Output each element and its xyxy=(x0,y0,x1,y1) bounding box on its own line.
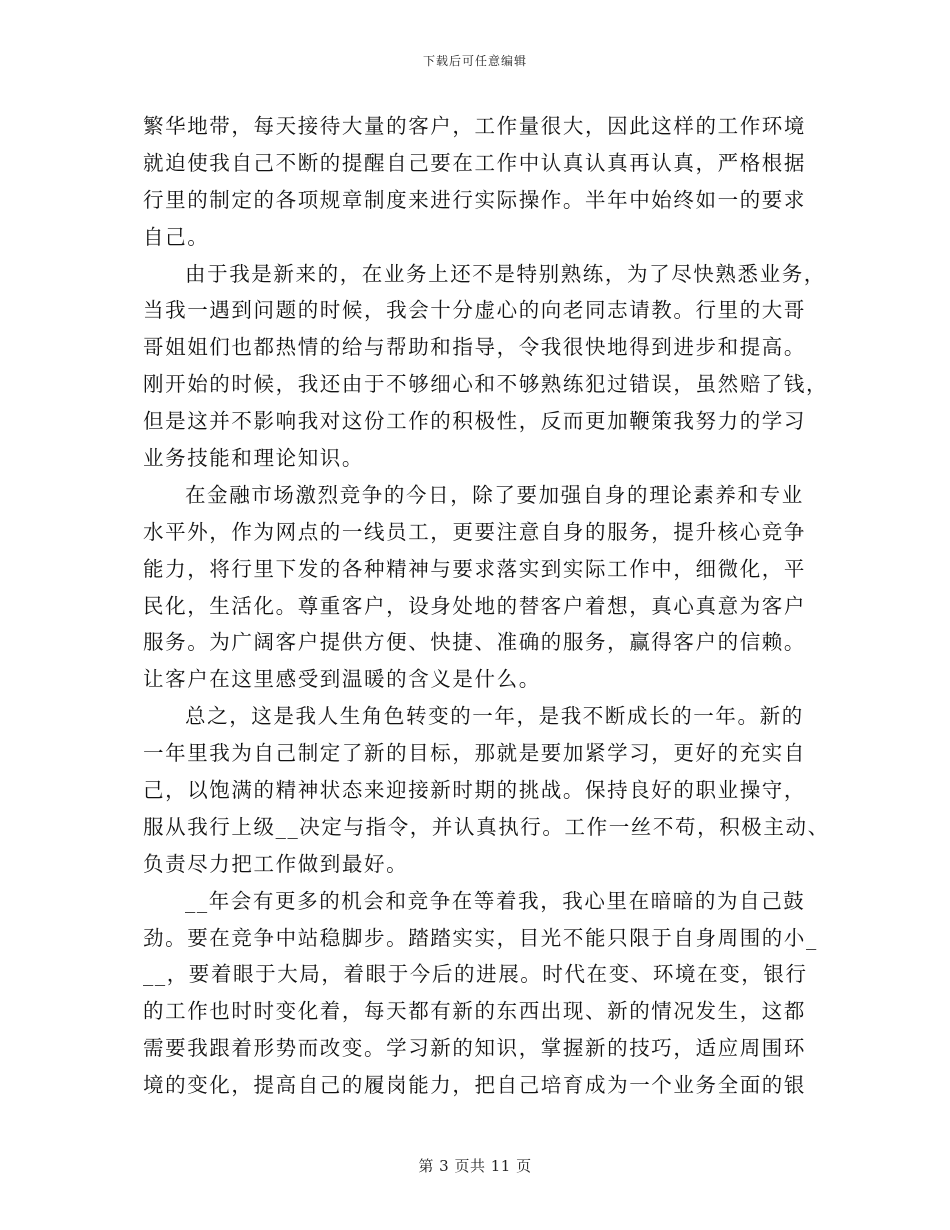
text-line: 行里的制定的各项规章制度来进行实际操作。半年中始终如一的要求 xyxy=(143,187,806,212)
text-line: 的工作也时时变化着，每天都有新的东西出现、新的情况发生，这都 xyxy=(143,999,806,1024)
text-line: 民化，生活化。尊重客户，设身处地的替客户着想，真心真意为客户 xyxy=(143,593,806,618)
text-line: 业务技能和理论知识。 xyxy=(143,446,364,471)
text-line: 自己。 xyxy=(143,224,210,249)
text-line: 服务。为广阔客户提供方便、快捷、准确的服务，赢得客户的信赖。 xyxy=(143,630,806,655)
paragraph-first-line: __年会有更多的机会和竞争在等着我，我心里在暗暗的为自己鼓 xyxy=(185,888,806,913)
text-line: 让客户在这里感受到温暖的含义是什么。 xyxy=(143,667,541,692)
text-line: 当我一遇到问题的时候，我会十分虚心的向老同志请教。行里的大哥 xyxy=(143,298,806,323)
text-line: 就迫使我自己不断的提醒自己要在工作中认真认真再认真，严格根据 xyxy=(143,150,806,175)
text-line: 但是这并不影响我对这份工作的积极性，反而更加鞭策我努力的学习 xyxy=(143,409,806,434)
text-line: 需要我跟着形势而改变。学习新的知识，掌握新的技巧，适应周围环 xyxy=(143,1036,806,1061)
paragraph-first-line: 在金融市场激烈竞争的今日，除了要加强自身的理论素养和专业 xyxy=(185,482,804,507)
paragraph-first-line: 总之，这是我人生角色转变的一年，是我不断成长的一年。新的 xyxy=(185,704,804,729)
text-line: 哥姐姐们也都热情的给与帮助和指导，令我很快地得到进步和提高。 xyxy=(143,335,806,360)
text-line: 劲。要在竞争中站稳脚步。踏踏实实，目光不能只限于自身周围的小_ xyxy=(143,925,818,950)
page-header-note: 下载后可任意编辑 xyxy=(422,54,527,68)
text-line: 刚开始的时候，我还由于不够细心和不够熟练犯过错误，虽然赔了钱， xyxy=(143,372,829,397)
paragraph-first-line: 由于我是新来的，在业务上还不是特别熟练，为了尽快熟悉业务， xyxy=(185,261,826,286)
text-line: 一年里我为自己制定了新的目标，那就是要加紧学习，更好的充实自 xyxy=(143,741,806,766)
document-body xyxy=(143,108,830,1104)
text-line: 境的变化，提高自己的履岗能力，把自己培育成为一个业务全面的银 xyxy=(143,1073,806,1098)
text-line: 能力，将行里下发的各种精神与要求落实到实际工作中，细微化，平 xyxy=(143,556,806,581)
text-line: 繁华地带，每天接待大量的客户，工作量很大，因此这样的工作环境 xyxy=(143,114,806,138)
text-line: 负责尽力把工作做到最好。 xyxy=(143,851,409,876)
page-number-footer: 第 3 页共 11 页 xyxy=(418,1157,532,1175)
text-line: 己，以饱满的精神状态来迎接新时期的挑战。保持良好的职业操守， xyxy=(143,778,806,803)
text-line: __，要着眼于大局，着眼于今后的进展。时代在变、环境在变，银行 xyxy=(143,962,808,987)
text-line: 水平外，作为网点的一线员工，更要注意自身的服务，提升核心竞争 xyxy=(143,519,806,544)
text-line: 服从我行上级__决定与指令，并认真执行。工作一丝不苟，积极主动、 xyxy=(143,814,830,839)
